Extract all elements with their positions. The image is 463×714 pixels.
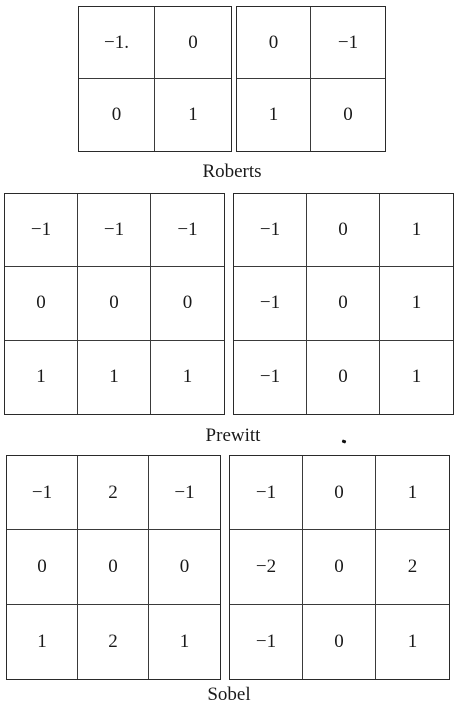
matrix-cell: 0 — [307, 267, 380, 340]
sobel-label: Sobel — [207, 684, 251, 705]
matrix-cell: 0 — [5, 267, 78, 340]
print-speck — [342, 439, 347, 443]
matrix-cell: 0 — [155, 7, 231, 79]
matrix-cell: 0 — [307, 341, 380, 414]
matrix-cell: 1 — [407, 630, 418, 652]
matrix-cell: 2 — [78, 456, 149, 530]
matrix-cell: −1 — [234, 194, 307, 267]
matrix-cell: 1 — [188, 104, 198, 125]
matrix-cell: 0 — [78, 267, 151, 340]
matrix-cell: −1 — [311, 7, 385, 79]
matrix-cell: 0 — [7, 530, 78, 604]
matrix-cell: 1 — [380, 194, 453, 267]
matrix-cell: −1 — [149, 456, 220, 530]
matrix-cell: −1 — [234, 341, 307, 414]
matrix-cell: 0 — [303, 456, 376, 530]
matrix-cell: −1 — [230, 605, 303, 679]
matrix-cell: 2 — [376, 530, 449, 604]
matrix-cell: −1 — [78, 194, 151, 267]
matrix-cell: −1 — [234, 267, 307, 340]
matrix-cell: 0 — [79, 79, 155, 151]
roberts-kernel-y — [236, 6, 386, 152]
matrix-cell: 2 — [78, 605, 149, 679]
matrix-cell: 1 — [7, 605, 78, 679]
matrix-cell: −1 — [5, 194, 78, 267]
matrix-cell: 0 — [149, 530, 220, 604]
matrix-cell: 0 — [303, 530, 376, 604]
matrix-cell: 1 — [237, 79, 311, 151]
matrix-cell: 0 — [307, 194, 380, 267]
sobel-kernel-y — [229, 455, 450, 680]
matrix-cell: −1 — [7, 456, 78, 530]
matrix-cell: 1 — [78, 341, 151, 414]
matrix-cell: −1. — [79, 7, 155, 79]
roberts-kernel-x — [78, 6, 232, 152]
sobel-kernel-x — [6, 455, 221, 680]
matrix-cell: 0 — [151, 267, 224, 340]
matrix-cell: 1 — [5, 341, 78, 414]
matrix-cell: 1 — [179, 630, 190, 652]
matrix-cell: −1 — [230, 456, 303, 530]
matrix-cell: 0 — [303, 605, 376, 679]
matrix-cell: 0 — [343, 104, 353, 125]
matrix-cell: −2 — [230, 530, 303, 604]
matrix-cell: 0 — [78, 530, 149, 604]
prewitt-kernel-y — [233, 193, 454, 415]
matrix-cell: 1 — [411, 366, 422, 388]
prewitt-label: Prewitt — [205, 425, 261, 446]
matrix-cell: −1 — [151, 194, 224, 267]
roberts-label: Roberts — [202, 161, 262, 182]
matrix-cell: 1 — [182, 366, 193, 388]
matrix-cell: 1 — [376, 456, 449, 530]
prewitt-kernel-x — [4, 193, 225, 415]
matrix-cell: 1 — [380, 267, 453, 340]
matrix-cell: 0 — [237, 7, 311, 79]
